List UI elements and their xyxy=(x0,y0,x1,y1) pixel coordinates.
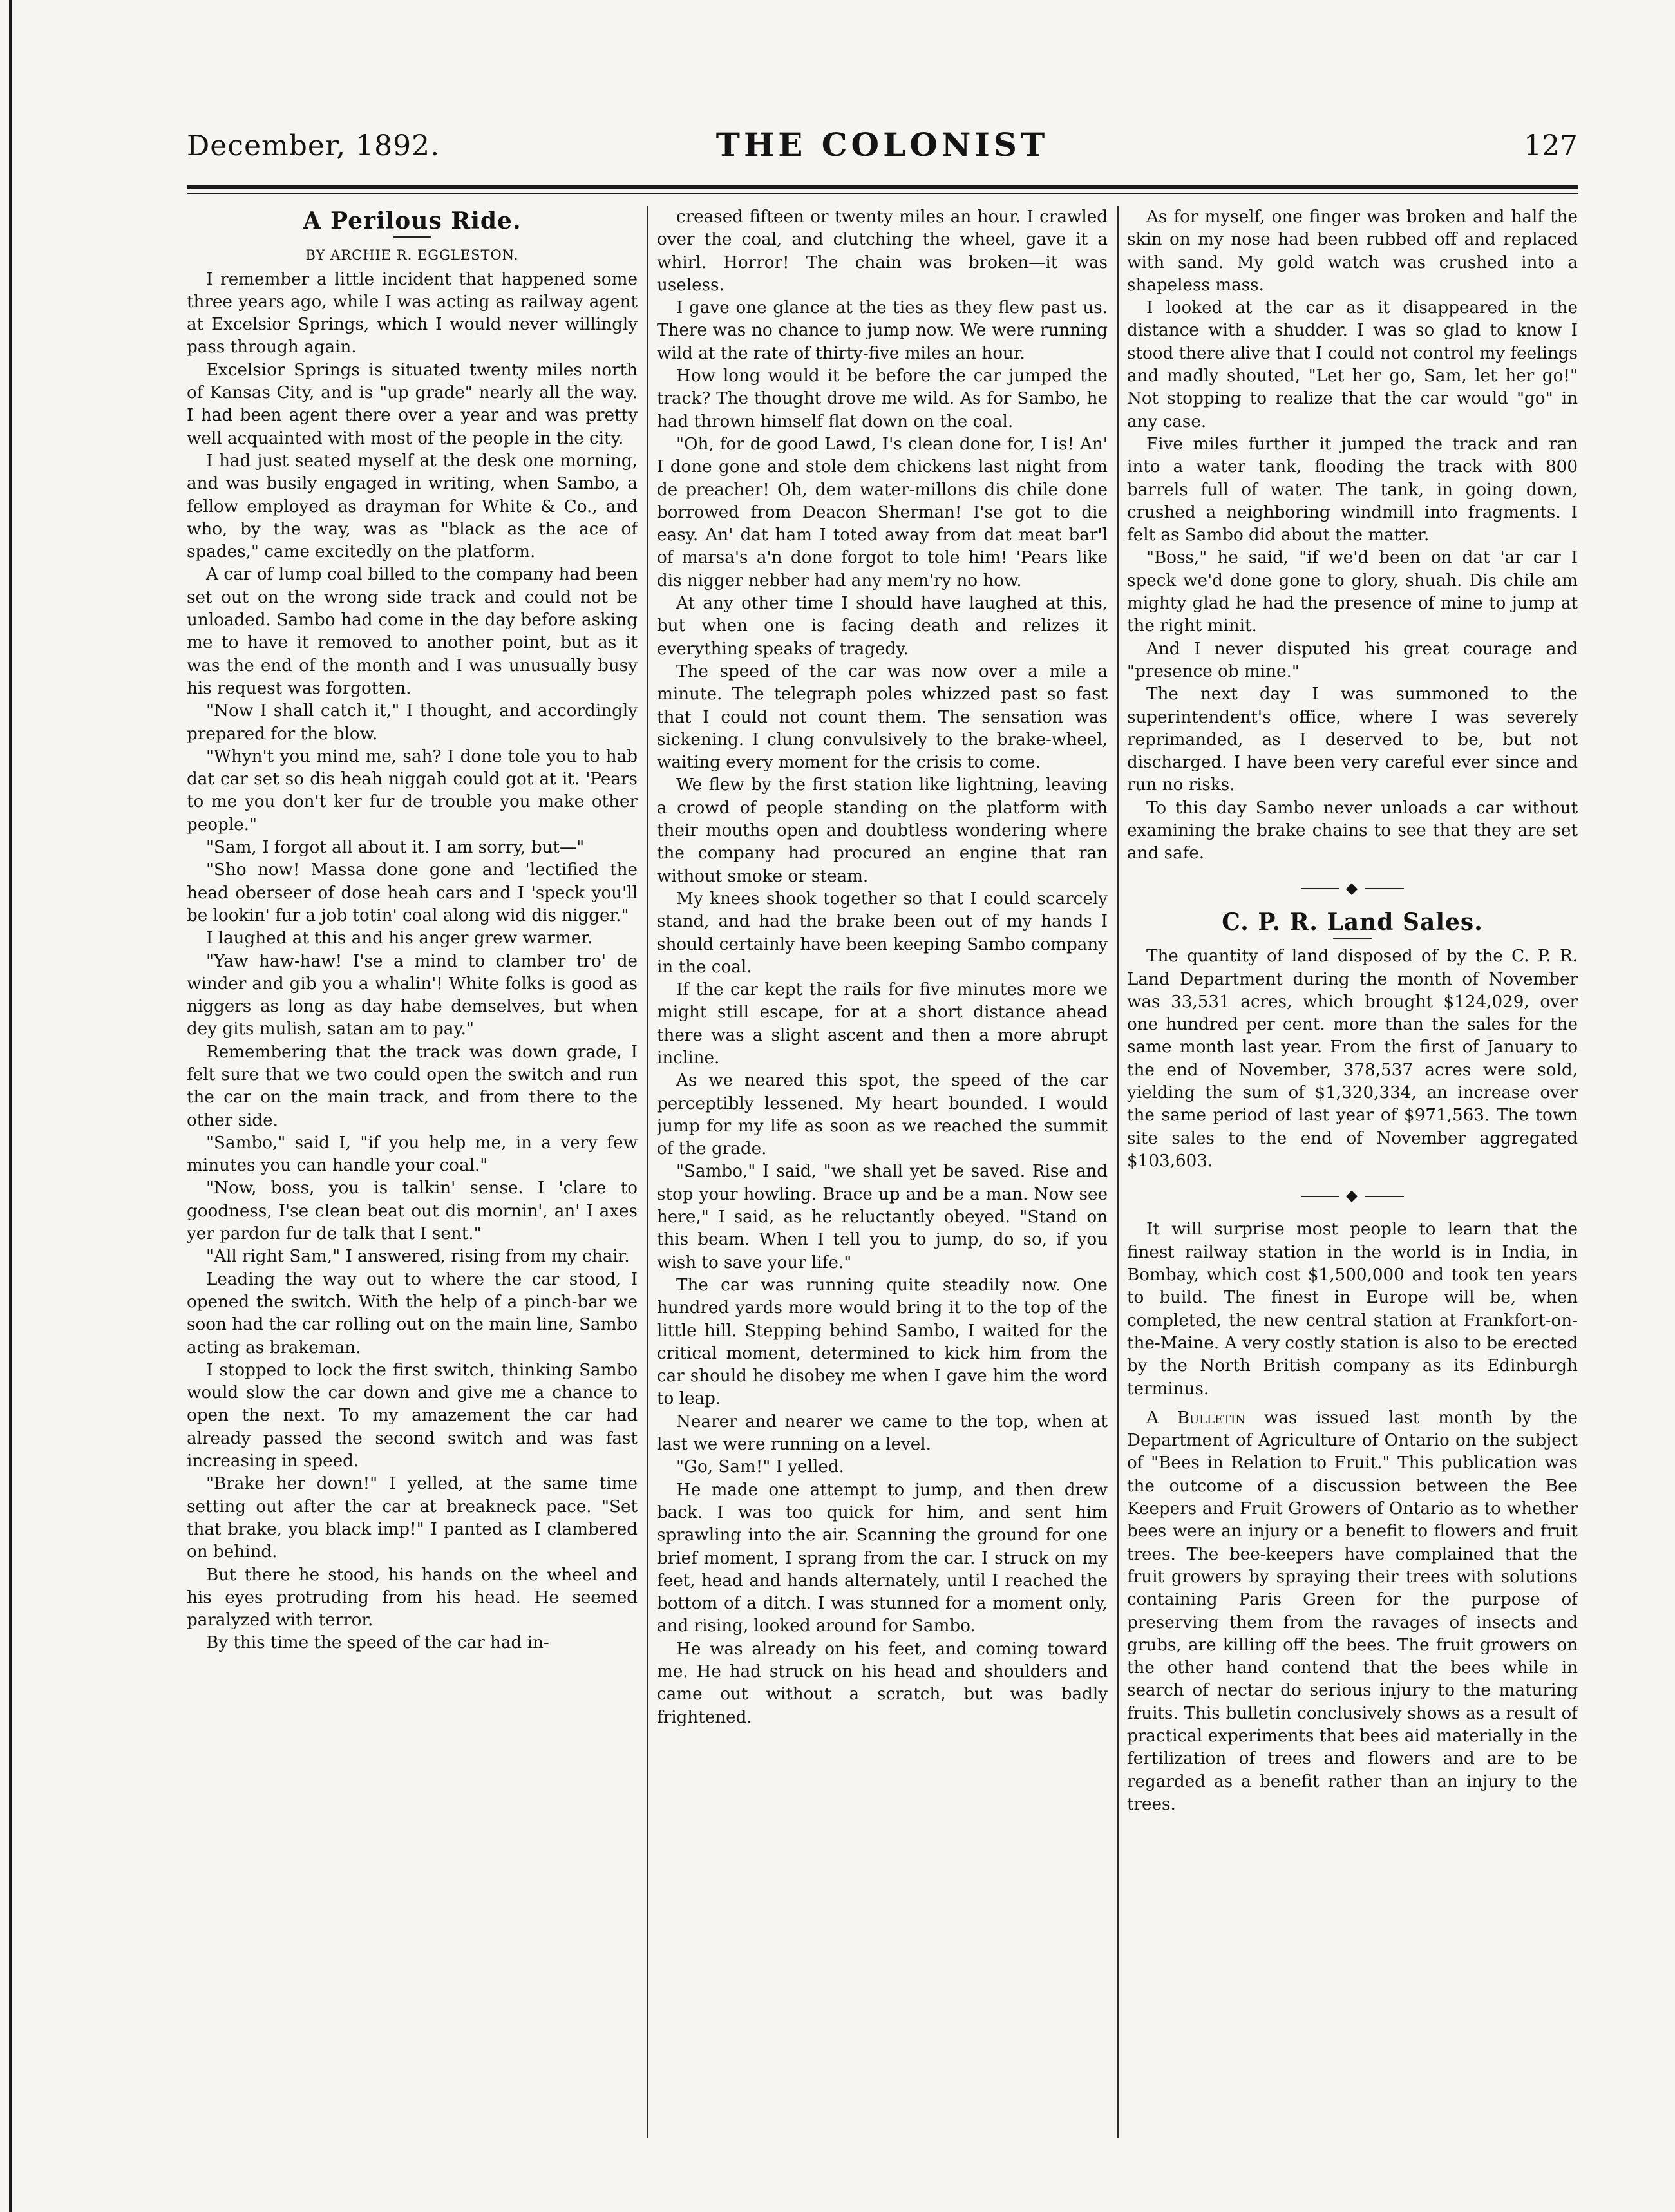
paragraph: I laughed at this and his anger grew warmer. xyxy=(206,929,593,949)
paragraph: And I never disputed his great courage and "presence ob mine." xyxy=(1127,639,1578,681)
paragraph xyxy=(1127,1407,1578,1816)
paragraph: At any other time I should have laughed at this, but when one is facing death and relizes it everything speaks of tragedy. xyxy=(657,594,1108,659)
column-2 xyxy=(657,206,1108,2151)
title-rule xyxy=(393,236,431,238)
paragraph: Remembering that the track was down grade, I felt sure that we two could open the switch and run the car on the main track, and from there to the other side. xyxy=(187,1042,638,1130)
column-1 xyxy=(187,206,638,2151)
paragraph: He was already on his feet, and coming toward me. He had struck on his head and shoulders and came out without a scratch, but was badly frightened. xyxy=(657,1639,1108,1727)
article-body xyxy=(187,269,638,1655)
paragraph: Leading the way out to where the car stood, I opened the switch. With the help of a pinch-bar we soon had the car rolling out on the main line, Sambo acting as brakeman. xyxy=(187,1269,638,1357)
paragraph: How long would it be before the car jumped the track? The thought drove me wild. As for Sambo, he had thrown himself flat down on the coal. xyxy=(657,366,1108,431)
paragraph: "Boss," he said, "if we'd been on dat 'ar car I speck we'd done gone to glory, shuah. Dis chile am mighty glad he had the presence of mine to jump at the right minit. xyxy=(1127,548,1578,636)
column-divider xyxy=(1117,206,1119,2138)
paragraph: The speed of the car was now over a mile a minute. The telegraph poles whizzed past so fast that I could not count them. The sensation was sickening. I clung convulsively to the brake-wheel, waiting every moment for the crisis to come. xyxy=(657,661,1108,773)
article-body xyxy=(1127,945,1578,1173)
paragraph: A car of lump coal billed to the company had been set out on the wrong side track and could not be unloaded. Sambo had come in the day before asking me to have it removed to another point, but as it was the end of the month and I was unusually busy his request was forgotten. xyxy=(187,565,638,698)
paragraph: By this time the speed of the car had in- xyxy=(206,1633,549,1653)
paragraph: "Sho now! Massa done gone and 'lectified the head oberseer of dose heah cars and I 'speck you'll be lookin' fur a job totin' coal along wid dis nigger." xyxy=(187,860,638,925)
paragraph: Excelsior Springs is situated twenty miles north of Kansas City, and is "up grade" nearly all the way. I had been agent there over a year and was pretty well acquainted with most of the people in the city. xyxy=(187,360,638,448)
article-title: A Perilous Ride. xyxy=(303,207,522,234)
paragraph: He made one attempt to jump, and then drew back. I was too quick for him, and sent him sprawling into the air. Scanning the ground for one brief moment, I sprang from the car. I struck on my feet, head and hands alternately, until I reached the bottom of a ditch. I was stunned for a moment only, and rising, looked around for Sambo. xyxy=(657,1480,1108,1636)
paragraph: To this day Sambo never unloads a car without examining the brake chains to see that they are set and safe. xyxy=(1127,798,1578,864)
paragraph: It will surprise most people to learn that the finest railway station in the world is in India, in Bombay, which cost $1,500,000 and took ten years to build. The finest in Europe will be, when completed, the new central station at Frankfort-on-the-Maine. A very costly station is also to be erected by the North British company as its Edinburgh terminus. xyxy=(1127,1220,1578,1399)
article-title: C. P. R. Land Sales. xyxy=(1222,908,1483,936)
column-3 xyxy=(1127,206,1578,2151)
lead-word: A Bulletin xyxy=(1146,1408,1246,1428)
paragraph: I looked at the car as it disappeared in the distance with a shudder. I was so glad to know I stood there alive that I could not control my feelings and madly shouted, "Let her go, Sam, let her go!" Not stopping to realize that the car would "go" in any case. xyxy=(1127,298,1578,431)
paragraph: The next day I was summoned to the superintendent's office, where I was severely reprimanded, as I deserved to be, but not discharged. I have been very careful ever since and run no risks. xyxy=(1127,685,1578,795)
paragraph-text: was issued last month by the Department of Agriculture of Ontario on the subject of "Bees in Relation to Fruit." This publication was the outcome of a discussion between the Bee Keepers and Fruit Growers of Ontario as to whether bees were an injury or a benefit to flowers and fruit trees. The bee-keepers have complained that the fruit growers by spraying their trees with solutions containing Paris Green for the purpose of preserving them from the ravages of insects and grubs, are killing off the bees. The fruit growers on the other hand contend that the bees while in search of nectar do serious injury to the maturing fruits. This bulletin conclusively shows as a result of practical experiments that bees aid materially in the fertilization of trees and flowers and are to be regarded as a benefit rather than an injury to the trees. xyxy=(1127,1408,1578,1814)
paragraph: We flew by the first station like lightning, leaving a crowd of people standing on the platform with their mouths open and doubtless wondering where the company had procured an engine that ran without smoke or steam. xyxy=(657,775,1108,886)
page-header xyxy=(187,126,1578,177)
paragraph: I stopped to lock the first switch, thinking Sambo would slow the car down and give me a chance to open the next. To my amazement the car had already passed the second switch and was fast increasing in speed. xyxy=(187,1360,638,1471)
header-rule-thin xyxy=(187,193,1578,194)
paragraph: "Sambo," said I, "if you help me, in a very few minutes you can handle your coal." xyxy=(187,1133,638,1176)
margin-binding-rule xyxy=(9,0,12,2212)
paragraph: "Yaw haw-haw! I'se a mind to clamber tro' de winder and gib you a whalin'! White folks is good as niggers as long as day habe demselves, but when dey gits mulish, satan am to pay." xyxy=(187,951,638,1039)
paragraph: My knees shook together so that I could scarcely stand, and had the brake been out of my hands I should certainly have been keeping Sambo company in the coal. xyxy=(657,889,1108,977)
page-number: 127 xyxy=(1524,129,1578,162)
publication-title: THE COLONIST xyxy=(715,126,1049,164)
paragraph: As for myself, one finger was broken and half the skin on my nose had been rubbed off and replaced with sand. My gold watch was crushed into a shapeless mass. xyxy=(1127,207,1578,295)
paragraph: "Oh, for de good Lawd, I's clean done for, I is! An' I done gone and stole dem chickens last night from de preacher! Oh, dem water-millons dis chile done borrowed from Deacon Sherman! I'se got to die easy. An' dat ham I toted away from dat meat bar'l of marsa's a'n done forgot to tole him! 'Pears like dis nigger nebber had any mem'ry no how. xyxy=(657,434,1108,591)
title-rule xyxy=(1333,938,1372,939)
section-ornament: ◆ xyxy=(1127,877,1578,900)
paragraph: "Whyn't you mind me, sah? I done tole you to hab dat car set so dis heah niggah could got at it. 'Pears to me you don't ker fur de trouble you make other people." xyxy=(187,746,638,835)
paragraph: I gave one glance at the ties as they flew past us. There was no chance to jump now. We were running wild at the rate of thirty-five miles an hour. xyxy=(657,298,1108,363)
section-ornament: ◆ xyxy=(1127,1184,1578,1207)
issue-date: December, 1892. xyxy=(187,129,440,162)
paragraph: As we neared this spot, the speed of the car perceptibly lessened. My heart bounded. I would jump for my life as soon as we reached the summit of the grade. xyxy=(657,1071,1108,1159)
paragraph: "Sam, I forgot all about it. I am sorry, but—" xyxy=(206,838,585,858)
paragraph: "Go, Sam!" I yelled. xyxy=(676,1457,844,1477)
article-body xyxy=(1127,206,1578,865)
paragraph: I had just seated myself at the desk one morning, and was busily engaged in writing, when Sambo, a fellow employed as drayman for White & Co., and who, by the way, was as "black as the ace of spades," came excitedly on the platform. xyxy=(187,451,638,562)
article-byline: BY ARCHIE R. EGGLESTON. xyxy=(305,247,519,263)
paragraph: But there he stood, his hands on the wheel and his eyes protruding from his head. He seemed paralyzed with terror. xyxy=(187,1565,638,1631)
paragraph: The quantity of land disposed of by the C. P. R. Land Department during the month of November was 33,531 acres, which brought $124,029, over one hundred per cent. more than the sales for the same month last year. From the first of January to the end of November, 378,537 acres were sold, yielding the sum of $1,320,334, an increase over the same period of last year of $971,563. The town site sales to the end of November aggregated $103,603. xyxy=(1127,947,1578,1171)
column-divider xyxy=(647,206,648,2138)
paragraph: "Now I shall catch it," I thought, and accordingly prepared for the blow. xyxy=(187,701,638,744)
paragraph: The car was running quite steadily now. One hundred yards more would bring it to the top of the little hill. Stepping behind Sambo, I waited for the critical moment, determined to kick him from the car should he disobey me when I gave him the word to leap. xyxy=(657,1275,1108,1409)
paragraph: "Now, boss, you is talkin' sense. I 'clare to goodness, I'se clean beat out dis mornin', an' I axes yer pardon fur de talk that I sent." xyxy=(187,1178,638,1244)
paragraph: Nearer and nearer we came to the top, when at last we were running on a level. xyxy=(657,1412,1108,1455)
paragraph: I remember a little incident that happened some three years ago, while I was acting as railway agent at Excelsior Springs, which I would never willingly pass through again. xyxy=(187,269,638,357)
article-body xyxy=(1127,1218,1578,1400)
header-rule-thick xyxy=(187,185,1578,189)
paragraph: "Brake her down!" I yelled, at the same time setting out after the car at breakneck pace. "Set that brake, you black imp!" I panted as I clambered on behind. xyxy=(187,1474,638,1562)
article-body xyxy=(657,206,1108,1729)
paragraph: "All right Sam," I answered, rising from my chair. xyxy=(206,1247,630,1267)
paragraph: "Sambo," I said, "we shall yet be saved. Rise and stop your howling. Brace up and be a man. Now see here," I said, as he reluctantly obeyed. "Stand on this beam. When I tell you to jump, do so, if you wish to save your life." xyxy=(657,1162,1108,1272)
paragraph: Five miles further it jumped the track and ran into a water tank, flooding the track with 800 barrels full of water. The tank, in going down, crushed a neighboring windmill into fragments. I felt as Sambo did about the matter. xyxy=(1127,434,1578,545)
paragraph: creased fifteen or twenty miles an hour. I crawled over the coal, and clutching the wheel, gave it a whirl. Horror! The chain was broken—it was useless. xyxy=(657,207,1108,295)
paragraph: If the car kept the rails for five minutes more we might still escape, for at a short distance ahead there was a slight ascent and then a more abrupt incline. xyxy=(657,980,1108,1068)
